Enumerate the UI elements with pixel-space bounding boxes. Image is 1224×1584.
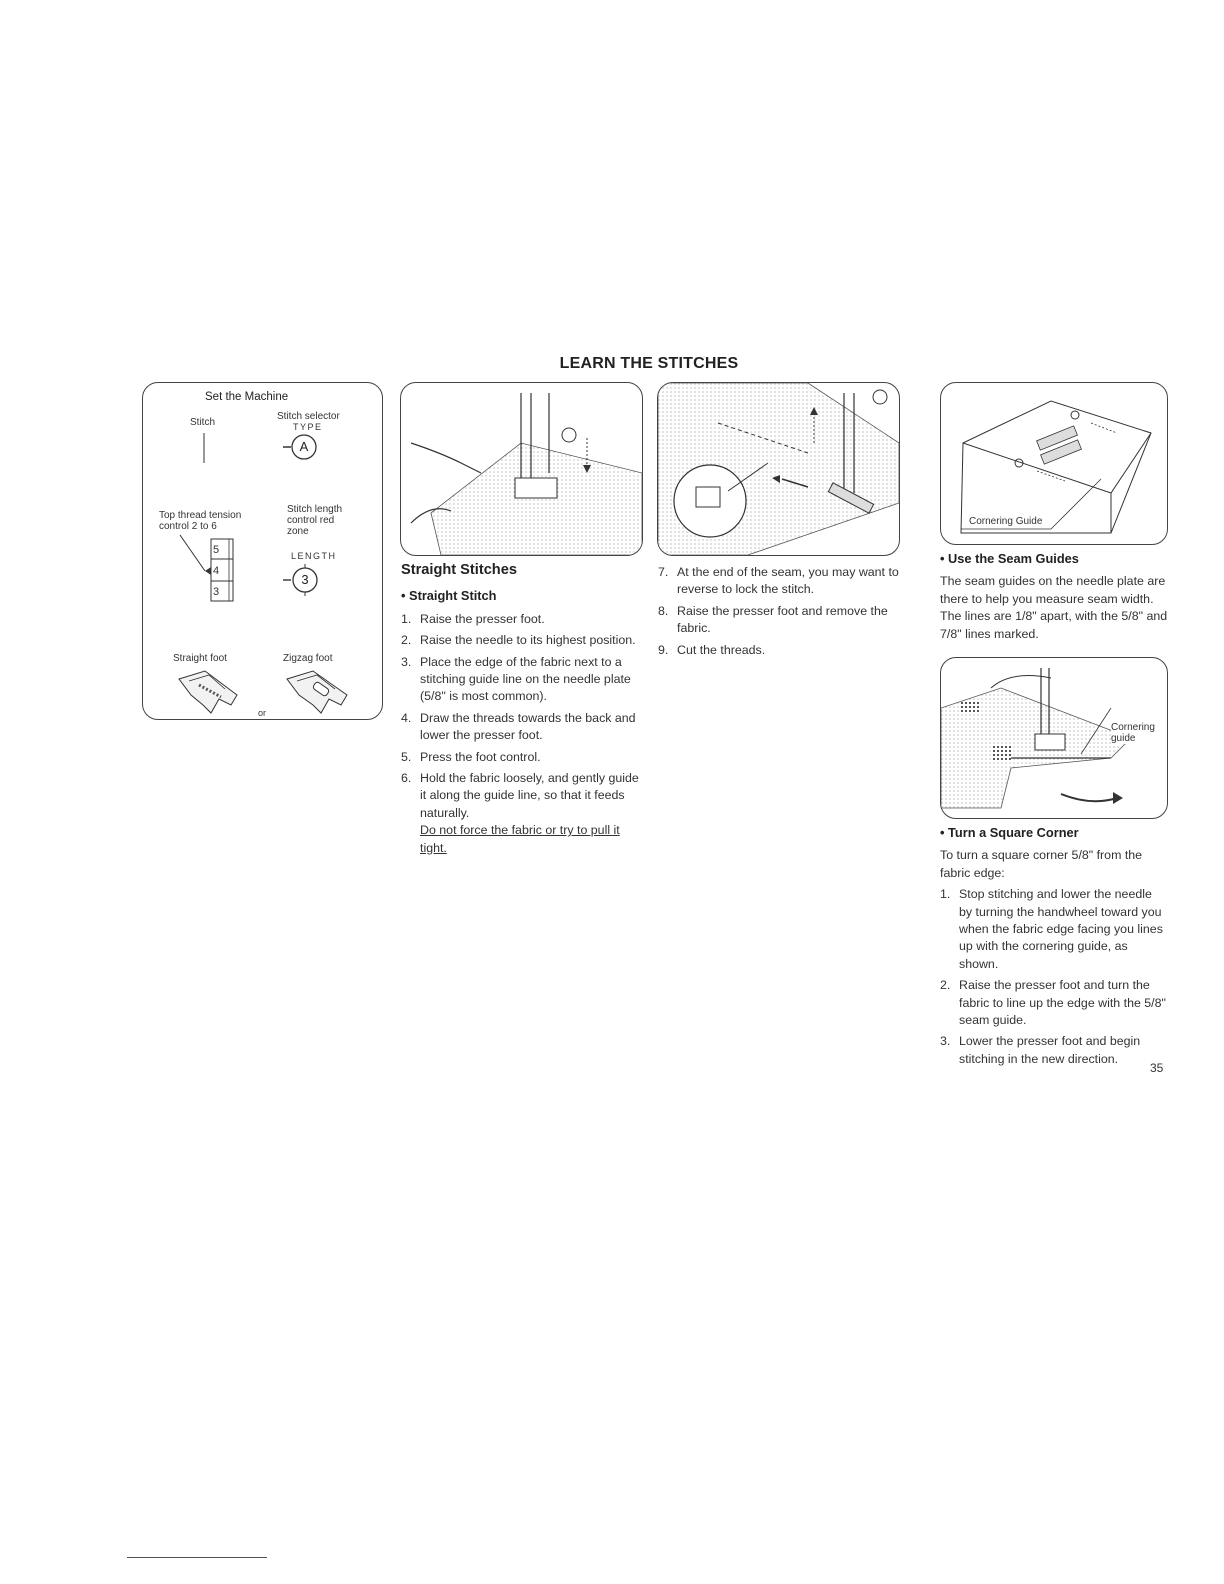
square-corner-steps (940, 886, 1168, 1068)
step-text: At the end of the seam, you may want to reverse to lock the stitch. (677, 565, 899, 597)
straight-foot-icon (175, 669, 247, 717)
step-number: 1. (401, 611, 412, 626)
list-item (401, 611, 642, 628)
seam-guides-body: The seam guides on the needle plate are there to help you measure seam width. The lines are 1/8" apart, with the 5/8" and 7/8" lines marked. (940, 574, 1168, 641)
step-number: 8. (658, 603, 669, 618)
tension-label: Top thread tension control 2 to 6 (159, 510, 242, 532)
list-item (940, 1033, 1168, 1068)
step-text: Draw the threads towards the back and lower the presser foot. (420, 710, 636, 743)
step-text: Place the edge of the fabric next to a stitching guide line on the needle plate (5/8" is most common). (420, 654, 631, 704)
or-label: or (258, 708, 267, 718)
step-number: 2. (401, 633, 412, 648)
step-number: 1. (940, 887, 951, 902)
step-number: 5. (401, 749, 412, 764)
step-text: Cut the threads. (677, 642, 766, 657)
list-item (658, 564, 899, 599)
step-text: Raise the needle to its highest position. (420, 633, 636, 648)
page-title: LEARN THE STITCHES (559, 355, 739, 372)
list-item (658, 642, 899, 659)
tension-value-4: 4 (213, 565, 220, 577)
cornering-guide-figure (940, 382, 1168, 545)
warning-text: Do not force the fabric or try to pull it tight. (420, 823, 620, 855)
straight-stitch-figure (400, 382, 643, 556)
straight-stitch-steps (401, 611, 642, 857)
step-text: Raise the presser foot. (420, 611, 545, 626)
footer-rule (127, 1557, 267, 1558)
stitch-label: Stitch (190, 417, 216, 428)
square-corner-figure (940, 657, 1168, 819)
seam-guides-heading: • Use the Seam Guides (940, 551, 1079, 566)
step-number: 9. (658, 642, 669, 657)
step-text: Lower the presser foot and begin stitching in the new direction. (959, 1034, 1141, 1066)
step-text: Press the foot control. (420, 749, 541, 764)
list-item (940, 977, 1168, 1029)
reverse-stitch-figure (657, 382, 900, 556)
cornering-guide-label: Cornering Guide (969, 516, 1043, 527)
seam-guides-section (940, 550, 1168, 647)
set-machine-heading: Set the Machine (205, 391, 289, 403)
list-item (401, 632, 642, 649)
step-number: 3. (940, 1034, 951, 1049)
list-item (401, 710, 642, 745)
straight-stitch-subheading: • Straight Stitch (401, 588, 497, 604)
reverse-lever-illustration (658, 383, 899, 555)
list-item (401, 770, 642, 857)
finish-steps-section (658, 564, 899, 663)
tension-value-5: 5 (213, 544, 220, 556)
set-machine-panel (142, 382, 383, 720)
step-number: 3. (401, 654, 412, 669)
list-item (401, 749, 642, 766)
stitch-selector-label: Stitch selector (277, 411, 340, 422)
length-value: 3 (301, 572, 309, 587)
length-word: LENGTH (291, 551, 337, 561)
straight-stitches-heading: Straight Stitches (401, 562, 517, 578)
step-text: Raise the presser foot and turn the fabric to line up the edge with the 5/8" seam guide. (959, 978, 1166, 1028)
list-item (940, 886, 1168, 973)
length-label: Stitch length control red zone (287, 504, 343, 537)
step-number: 6. (401, 771, 412, 786)
list-item (658, 603, 899, 638)
sewing-machine-needle-illustration (401, 383, 642, 555)
tension-dial-icon (177, 529, 237, 605)
step-number: 2. (940, 978, 951, 993)
page-number: 35 (1150, 1061, 1164, 1075)
finish-steps (658, 564, 899, 659)
square-corner-intro: To turn a square corner 5/8" from the fabric edge: (940, 848, 1143, 880)
step-number: 7. (658, 565, 669, 579)
type-value: A (299, 439, 309, 454)
zigzag-foot-label: Zigzag foot (283, 653, 333, 664)
straight-stitch-icon (203, 433, 205, 463)
type-label: TYPE (293, 422, 323, 432)
square-corner-heading: • Turn a Square Corner (940, 825, 1079, 840)
zigzag-foot-icon (283, 669, 355, 717)
straight-foot-label: Straight foot (173, 653, 227, 664)
list-item (401, 654, 642, 706)
step-text: Stop stitching and lower the needle by turning the handwheel toward you when the fabric edge facing you lines up with the cornering guide, as shown. (959, 887, 1163, 971)
straight-stitches-section (401, 562, 642, 861)
square-corner-section (940, 824, 1168, 1072)
step-text: Raise the presser foot and remove the fabric. (677, 603, 888, 636)
step-text: Hold the fabric loosely, and gently guide it along the guide line, so that it feeds naturally. (420, 771, 639, 820)
step-number: 4. (401, 710, 412, 725)
cornering-guide-label-2: Cornering guide (1111, 722, 1155, 744)
tension-value-3: 3 (213, 586, 220, 598)
